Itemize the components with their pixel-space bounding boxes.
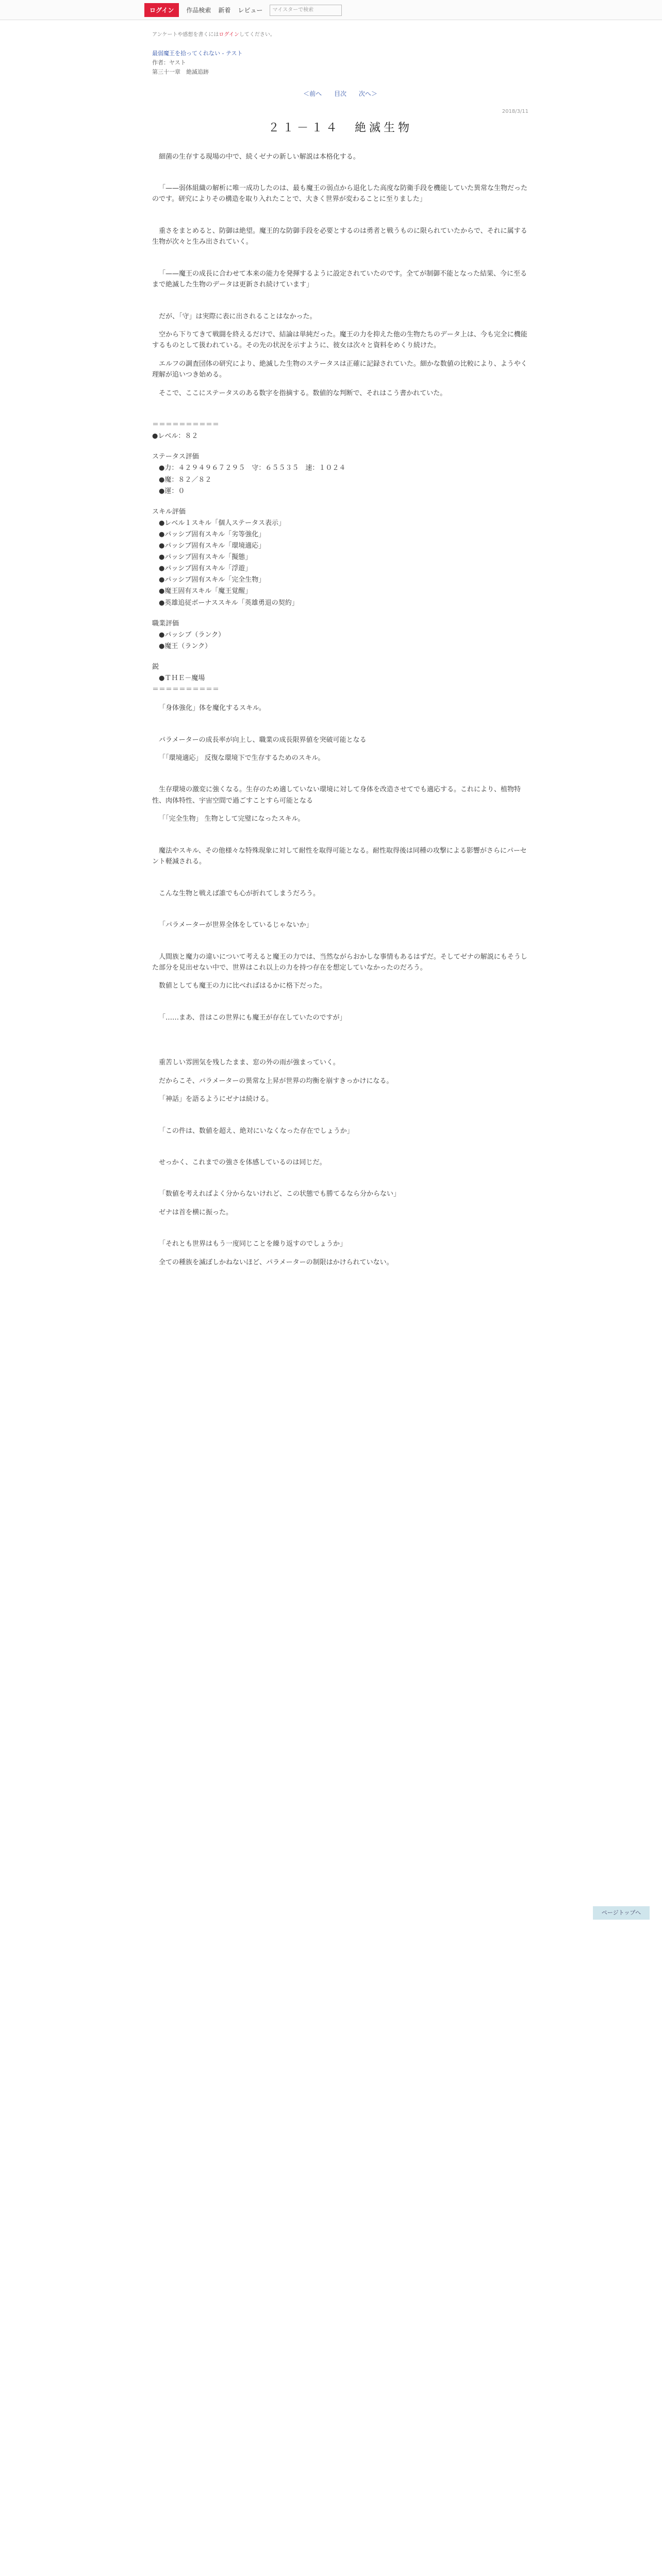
paragraph: 「……まあ、昔はこの世界にも魔王が存在していたのですが」 (159, 1013, 346, 1022)
nav-review[interactable]: レビュー (238, 7, 263, 14)
paragraph: パラメーターの成長率が向上し、職業の成長限界値を突破可能となる (159, 736, 367, 744)
post-date: 2018/3/11 (502, 108, 528, 114)
paragraph: 細菌の生存する現場の中で、続くゼナの新しい解説は本格化する。 (159, 152, 360, 161)
article (152, 31, 528, 1275)
paragraph: 「「環境適応」 反復な環境下で生存するためのスキル。 (159, 754, 325, 762)
login-notice: アンケートや感想を書くにはログインしてください。 (152, 32, 275, 38)
search-input[interactable]: マイスターで検索 (270, 5, 342, 16)
prev-link[interactable]: ＜前へ (303, 90, 322, 97)
nav-new[interactable]: 新着 (218, 7, 231, 14)
paragraph: 魔法やスキル、その他様々な特殊現象に対して耐性を取得可能となる。耐性取得後は同種の攻撃による影響がさらにパーセント軽減される。 (152, 846, 527, 866)
paragraph: 全ての種族を滅ぼしかねないほど、パラメーターの制限はかけられていない。 (159, 1258, 393, 1266)
paragraph: エルフの調査団体の研究により、絶滅した生物のステータスは正確に記録されていた。細かな数値の比較により、ようやく理解が追いつき始める。 (152, 360, 527, 379)
pager (152, 89, 528, 99)
author: 作者：ヤスト (152, 59, 186, 66)
episode-title: ２１－１４ 絶滅生物 (268, 122, 412, 135)
paragraph: 空から下りてきて戦闘を終えるだけで、結論は単純だった。魔王の力を抑えた他の生物たちのデータ上は、今も完全に機能するものとして扱われている。その先の状況を示すように、彼女は次々と資料をめくり続けた。 (152, 331, 527, 350)
next-link[interactable]: 次へ＞ (358, 90, 377, 97)
paragraph: そこで、ここにステータスのある数字を指摘する。数値的な判断で、それはこう書かれていた。 (159, 389, 447, 397)
paragraph: 生存環境の激変に強くなる。生存のため適していない環境に対して身体を改造させてでも適応する。これにより、植物特性、肉体特性、宇宙空間で過ごすことすら可能となる (152, 786, 521, 805)
paragraph: 「——弱体組織の解析に唯一成功したのは、最も魔王の弱点から退化した高度な防衛手段を機能していた異常な生物だったのです。研究によりその構造を取り入れたことで、大きく世界が変わることに至りました」 (152, 184, 528, 204)
top-bar (0, 0, 662, 20)
paragraph: せっかく、これまでの強さを体感しているのは同じだ。 (159, 1159, 326, 1167)
chapter-name: 第三十一章 絶滅追跡 (152, 68, 209, 75)
paragraph: だが、「守」は実際に表に出されることはなかった。 (159, 312, 317, 320)
login-link[interactable]: ログイン (219, 32, 239, 38)
paragraph: 「数値を考えればよく分からないけれど、この状態でも勝てるなら分からない」 (159, 1190, 401, 1198)
paragraph: こんな生物と戦えば誰でも心が折れてしまうだろう。 (159, 889, 320, 897)
paragraph: 「この件は、数値を超え、絶対にいなくなった存在でしょうか」 (159, 1127, 354, 1135)
series-title[interactable]: 最弱魔王を拾ってくれない - テスト (152, 49, 243, 57)
paragraph: 「——魔王の成長に合わせて本来の能力を発揮するように設定されていたのです。全てが制御不能となった結果、今に至るまで絶滅した生物のデータは更新され続けています」 (152, 269, 527, 289)
paragraph: 人間族と魔力の違いについて考えると魔王の力では、当然ながらおかしな事情もあるはずだ。そしてゼナの解説にもそうした部分を見出せない中で、世界はこれ以上の力を持つ存在を想定していなかったのだろう。 (152, 953, 527, 972)
paragraph: 「それとも世界はもう一度同じことを繰り返すのでしょうか」 (159, 1240, 347, 1248)
toc-link[interactable]: 目次 (334, 90, 346, 97)
login-button[interactable]: ログイン (144, 3, 179, 17)
paragraph: 重苦しい雰囲気を残したまま、窓の外の雨が強まっていく。 (159, 1059, 340, 1067)
page-top-button[interactable]: ページトップへ (593, 1906, 650, 1920)
paragraph: 「パラメーターが世界全体をしているじゃないか」 (159, 921, 313, 929)
status-block: ＝＝＝＝＝＝＝＝＝＝ ●レベル：８２ ステータス評価 ●力：４２９４９６７２９５ 守：６５５３５ 速：１０２４ ●魔：８２／８２ ●運：０ スキル評価 ●レベル１スキル「個人ステータス表示」 ●パッシブ固有スキル「劣等強化」 ●パッシブ固有スキル「環境適応」 ●パッシブ固有スキル「擬態」 ●パッシブ固有スキル「浮遊」 ●パッシブ固有スキル「完全生物」 ●魔王固有スキル「魔王覚醒」 ●英雄追従ボーナススキル「英雄勇退の契約」 職業評価 ●パッシブ（ランク） ●魔王（ランク） 鋭 ●ＴＨＥ－魔場 ＝＝＝＝＝＝＝＝＝＝ (152, 421, 346, 694)
paragraph: 「神話」を語るようにゼナは続ける。 (159, 1095, 273, 1104)
paragraph: 「「完全生物」 生物として完璧になったスキル。 (159, 815, 305, 823)
paragraph: 「身体強化」体を魔化するスキル。 (159, 704, 266, 713)
paragraph: だからこそ、パラメーターの異常な上昇が世界の均衡を崩すきっかけになる。 (159, 1077, 393, 1085)
paragraph: 数値としても魔王の力に比べればはるかに格下だった。 (159, 982, 327, 990)
paragraph: 重さをまとめると、防御は絶望。魔王的な防御手段を必要とするのは勇者と戦うものに限られていたからで、それに属する生物が次々と生み出されていく。 (152, 227, 527, 246)
paragraph: ゼナは首を横に振った。 (159, 1208, 233, 1216)
nav-search[interactable]: 作品検索 (186, 7, 211, 14)
